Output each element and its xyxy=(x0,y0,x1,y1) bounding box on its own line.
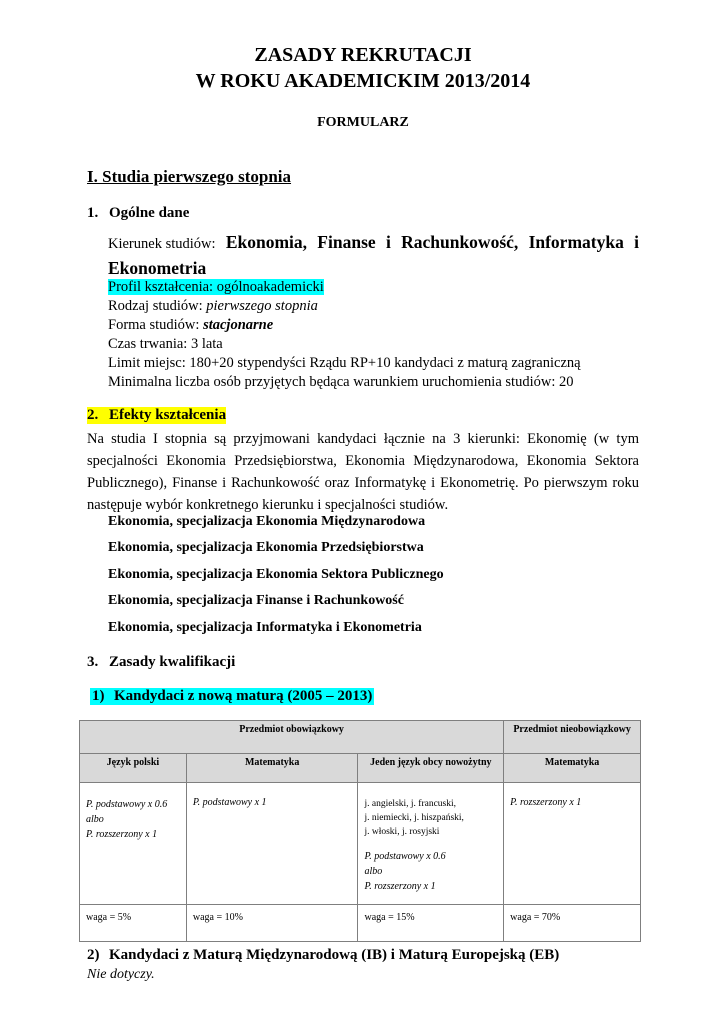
language-line: j. niemiecki, j. hiszpański, xyxy=(364,813,464,823)
general-data-heading xyxy=(87,205,189,222)
group-optional-header: Przedmiot nieobowiązkowy xyxy=(504,721,641,754)
new-matura-heading xyxy=(90,688,374,705)
subheading-text: Kandydaci z nową maturą (2005 – 2013) xyxy=(114,688,373,704)
level-line: P. podstawowy x 0.6 xyxy=(364,851,446,862)
form-label: FORMULARZ xyxy=(317,115,409,130)
ib-eb-heading xyxy=(87,947,559,964)
group-mandatory-header: Przedmiot obowiązkowy xyxy=(80,721,504,754)
forma-line xyxy=(108,316,273,335)
language-levels-cell xyxy=(358,783,504,905)
efekty-paragraph: Na studia I stopnia są przyjmowani kandydaci łącznie na 3 kierunki: Ekonomię (w tym specjalności Ekonomia Przedsiębiorstwa, Ekonomia Międzynarodowa, Ekonomia Sektora Publicznego), Finanse i Rachunkowość oraz Informatykę i Ekonometrię. Po pierwszym roku następuje wybór konkretnego kierunku i specjalności studiów. xyxy=(87,431,639,513)
column-header: Język polski xyxy=(80,754,187,783)
level-line: P. podstawowy x 0.6 xyxy=(86,799,168,810)
table-column-header-row xyxy=(80,754,641,783)
kierunek-word: i xyxy=(634,232,639,252)
matematyka-optional-levels-cell xyxy=(504,783,641,905)
specialization-item: Ekonomia, specjalizacja Ekonomia Międzynarodowa xyxy=(108,514,426,529)
weight-cell: waga = 5% xyxy=(80,905,187,942)
level-line: P. rozszerzony x 1 xyxy=(364,881,436,892)
efekty-heading xyxy=(87,407,226,424)
level-line: P. rozszerzony x 1 xyxy=(86,829,158,840)
language-line: j. angielski, j. francuski, xyxy=(364,799,457,809)
czas-line: Czas trwania: 3 lata xyxy=(108,336,223,352)
specialization-item: Ekonomia, specjalizacja Informatyka i Ekonometria xyxy=(108,620,422,635)
weight-cell: waga = 70% xyxy=(504,905,641,942)
rodzaj-value: pierwszego stopnia xyxy=(206,298,318,314)
profil-line xyxy=(108,278,324,297)
heading-number: 3. xyxy=(87,654,99,670)
heading-text: Ogólne dane xyxy=(109,205,190,221)
level-line: P. rozszerzony x 1 xyxy=(510,797,582,808)
forma-value: stacjonarne xyxy=(203,317,274,333)
kwalifikacja-heading xyxy=(87,654,235,671)
polski-levels-cell xyxy=(80,783,187,905)
kierunek-word: Rachunkowość, xyxy=(401,232,519,252)
rodzaj-label: Rodzaj studiów: xyxy=(108,298,203,314)
language-line: j. włoski, j. rosyjski xyxy=(364,827,440,837)
kierunek-line2: Ekonometria xyxy=(108,258,207,278)
level-line: albo xyxy=(86,814,104,825)
subheading-number: 1) xyxy=(92,688,105,704)
heading-text: Efekty kształcenia xyxy=(109,407,227,423)
weight-cell: waga = 10% xyxy=(186,905,358,942)
section-heading: I. Studia pierwszego stopnia xyxy=(87,167,292,186)
matematyka-levels-cell xyxy=(186,783,358,905)
heading-text: Zasady kwalifikacji xyxy=(109,654,236,670)
forma-label: Forma studiów: xyxy=(108,317,200,333)
specialization-item: Ekonomia, specjalizacja Finanse i Rachunkowość xyxy=(108,593,404,608)
level-line: albo xyxy=(364,866,383,877)
subheading-text: Kandydaci z Maturą Międzynarodową (IB) i Maturą Europejską (EB) xyxy=(109,947,560,963)
minimalna-line: Minimalna liczba osób przyjętych będąca warunkiem uruchomienia studiów: 20 xyxy=(108,374,574,390)
table-weights-row xyxy=(80,905,641,942)
limit-line: Limit miejsc: 180+20 stypendyści Rządu RP+10 kandydaci z maturą zagraniczną xyxy=(108,355,581,371)
kierunek-label: Kierunek studiów: xyxy=(108,236,216,252)
subheading-number: 2) xyxy=(87,947,100,963)
table-group-header-row xyxy=(80,721,641,754)
column-header: Matematyka xyxy=(504,754,641,783)
table-levels-row xyxy=(80,783,641,905)
level-line: P. podstawowy x 1 xyxy=(192,797,267,808)
heading-number: 1. xyxy=(87,205,99,221)
column-header: Matematyka xyxy=(186,754,358,783)
specialization-item: Ekonomia, specjalizacja Ekonomia Przedsiębiorstwa xyxy=(108,540,424,555)
heading-number: 2. xyxy=(87,407,99,423)
weight-cell: waga = 15% xyxy=(358,905,504,942)
kierunek-word: i xyxy=(385,232,391,252)
kierunek-word: Informatyka xyxy=(528,232,624,252)
kierunek-line1 xyxy=(108,233,639,257)
ib-eb-note: Nie dotyczy. xyxy=(87,967,155,982)
document-title-line1: ZASADY REKRUTACJI xyxy=(254,44,472,66)
kierunek-word: Ekonomia, xyxy=(225,232,308,252)
specialization-item: Ekonomia, specjalizacja Ekonomia Sektora Publicznego xyxy=(108,567,444,582)
qualification-table xyxy=(79,720,641,942)
kierunek-block xyxy=(108,233,639,279)
rodzaj-line xyxy=(108,297,318,316)
column-header: Jeden język obcy nowożytny xyxy=(358,754,504,783)
document-title-line2: W ROKU AKADEMICKIM 2013/2014 xyxy=(195,70,531,92)
profil-text: Profil kształcenia: ogólnoakademicki xyxy=(108,279,324,295)
kierunek-word: Finanse xyxy=(317,232,376,252)
